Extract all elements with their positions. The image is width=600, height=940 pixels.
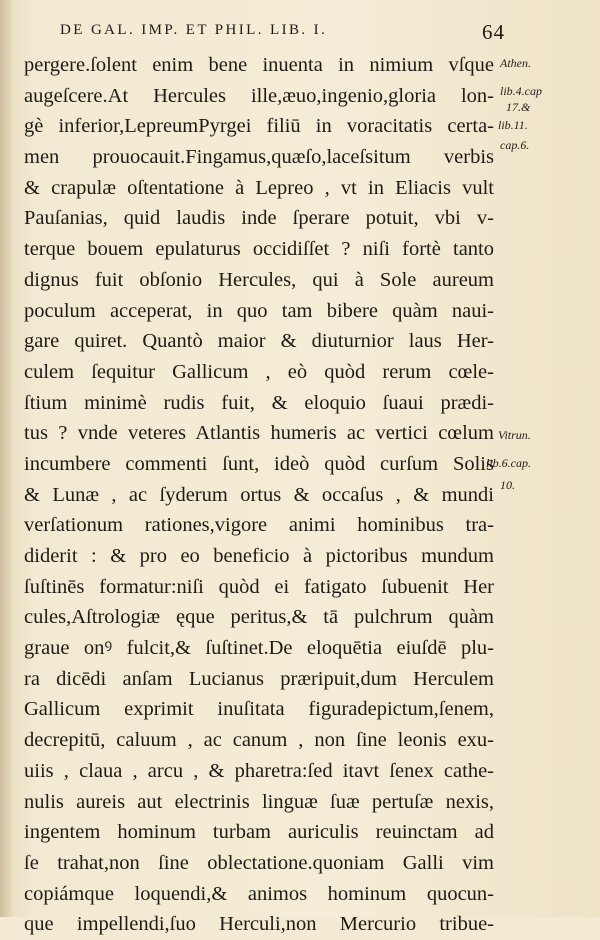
text-line: diderit : & pro eo beneficio à pictoribus mundum — [24, 545, 494, 567]
text-line: ſtium minimè rudis fuit, & eloquio ſuaui prædi- — [24, 391, 494, 414]
text-line: & crapulæ oſtentatione à Lepreo , vt in Eliacis vult — [24, 176, 494, 199]
margin-note: lib.4.cap — [500, 84, 542, 98]
text-line: men prouocauit.Fingamus,quæſo,laceſsitum verbis — [24, 146, 494, 169]
page-number: 64 — [482, 20, 505, 44]
text-line: decrepitū, caluum , ac canum , non ſine leonis exu- — [24, 729, 494, 752]
text-line: & Lunæ , ac ſyderum ortus & occaſus , & mundi — [24, 483, 494, 506]
running-title: DE GAL. IMP. ET PHIL. LIB. I. — [60, 22, 328, 38]
text-line: ra dicēdi anſam Lucianus præripuit,dum Herculem — [24, 667, 494, 690]
margin-note: Athen. — [500, 56, 531, 70]
margin-note: cap.6. — [500, 138, 530, 152]
text-line: pergere.ſolent enim bene inuenta in nimium vſque — [24, 54, 494, 76]
text-line: incumbere commenti ſunt, ideò quòd curſum Solis — [24, 452, 494, 475]
text-line: graue onꝰ fulcit,& ſuſtinet.De eloquētia eiuſdē plu- — [24, 637, 494, 660]
text-line: cules,Aſtrologiæ ęque peritus,& tā pulchrum quàm — [24, 606, 494, 629]
text-line: Gallicum exprimit inuſitata figuradepictum,ſenem, — [24, 698, 494, 721]
margin-note: 17.& — [506, 100, 531, 114]
text-line: que impellendi,ſuo Herculi,non Mercurio tribue- — [24, 913, 494, 936]
text-line: copiámque loquendi,& animos hominum quocun- — [24, 882, 494, 905]
text-line: Pauſanias, quid laudis inde ſperare potuit, vbi v- — [24, 207, 494, 230]
text-line: ingentem hominum turbam auriculis reuinctam ad — [24, 821, 494, 844]
text-line: terque bouem epulaturus occidiſſet ? niſi fortè tanto — [24, 238, 494, 261]
text-line: ſe trahat,non ſine oblectatione.quoniam Galli vim — [24, 851, 494, 874]
text-line: uiis , claua , arcu , & pharetra:ſed itavt ſenex cathe- — [24, 759, 494, 782]
margin-note: 10. — [500, 478, 515, 492]
margin-note: Vitrun. — [498, 428, 531, 442]
text-line: tus ? vnde veteres Atlantis humeris ac vertici cœlum — [24, 422, 494, 445]
text-line: nulis aureis aut electrinis linguæ ſuæ pertuſæ nexis, — [24, 790, 494, 813]
margin-note: lib.6.cap. — [486, 456, 531, 470]
text-line: augeſcere.At Hercules ille,æuo,ingenio,gloria lon- — [24, 84, 494, 107]
text-line: gè inferior,LepreumPyrgei filiū in voracitatis certa- — [24, 115, 494, 138]
marginalia — [0, 50, 600, 850]
text-line: verſationum rationes,vigore animi hominibus tra- — [24, 514, 494, 537]
text-line: ſuſtinēs formatur:niſi quòd ei fatigato ſubuenit Her — [24, 575, 494, 598]
text-line: dignus fuit obſonio Hercules, qui à Sole aureum — [24, 268, 494, 291]
text-line: culem ſequitur Gallicum , eò quòd rerum cœle- — [24, 360, 494, 383]
text-line: gare quiret. Quantò maior & diuturnior laus Her- — [24, 330, 494, 353]
text-line: poculum acceperat, in quo tam bibere quàm naui- — [24, 299, 494, 322]
margin-note: lib.11. — [498, 118, 528, 132]
